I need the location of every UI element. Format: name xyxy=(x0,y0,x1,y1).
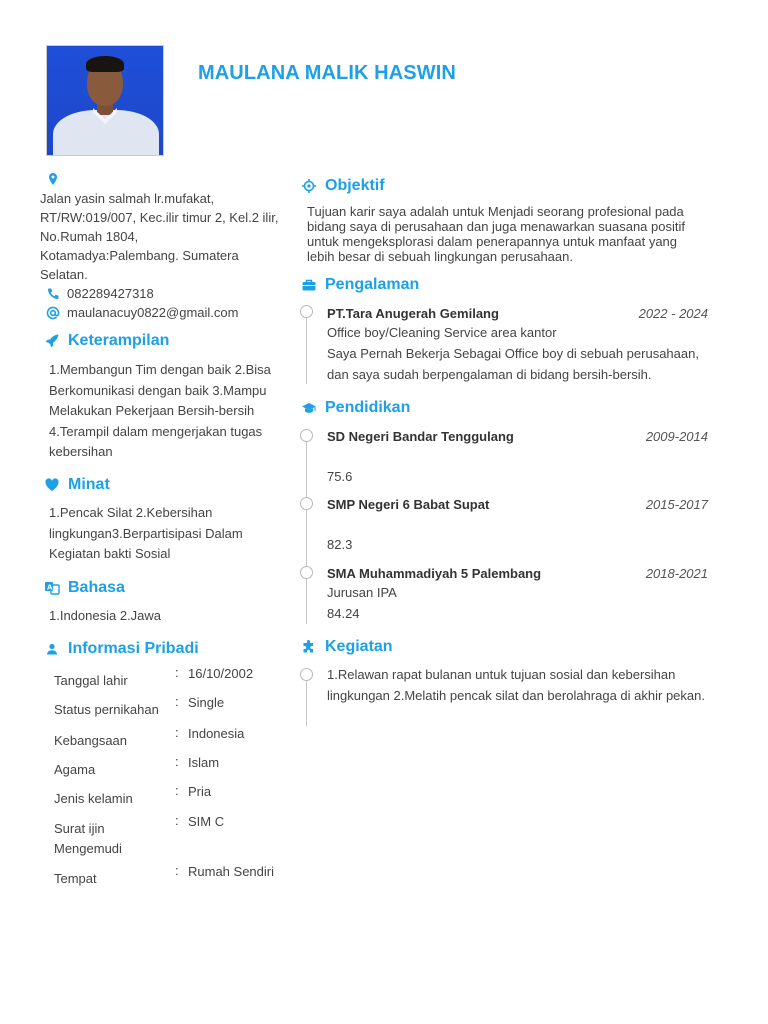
address-text: Jalan yasin salmah lr.mufakat, RT/RW:019/007, Kec.ilir timur 2, Kel.2 ilir, No.Rumah 1804, Kotamadya:Palembang. Sumatera Selatan. xyxy=(40,191,279,282)
graduation-cap-icon xyxy=(301,400,317,416)
education-timeline-dot xyxy=(300,429,313,442)
skills-text: 1.Membangun Tim dengan baik 2.Bisa Berkomunikasi dengan baik 3.Mampu Melakukan Pekerjaan Bersih-bersih 4.Terampil dalam mengerjakan tugas kebersihan xyxy=(49,362,271,459)
activities-timeline-dot xyxy=(300,668,313,681)
section-languages-title: A Bahasa xyxy=(44,579,125,597)
interests-text: 1.Pencak Silat 2.Kebersihan lingkungan3.Berpartisipasi Dalam Kegiatan bakti Sosial xyxy=(49,505,243,561)
education-score: 82.3 xyxy=(327,537,353,552)
education-period: 2009-2014 xyxy=(645,429,708,444)
section-interests-title: Minat xyxy=(44,476,110,494)
location-pin-icon xyxy=(46,172,60,186)
education-timeline-dot xyxy=(300,497,313,510)
person-icon xyxy=(44,641,60,657)
experience-description: Saya Pernah Bekerja Sebagai Office boy di sebuah perusahaan, dan saya sudah berpengalaman di bidang bersih-bersih. xyxy=(327,346,699,382)
rocket-icon xyxy=(44,333,60,349)
at-sign-icon xyxy=(46,306,60,320)
phone-row xyxy=(46,286,154,301)
education-timeline-dot xyxy=(300,566,313,579)
section-experience-title: Pengalaman xyxy=(301,276,419,294)
experience-company: PT.Tara Anugerah Gemilang xyxy=(327,306,499,321)
phone-number: 082289427318 xyxy=(67,286,154,301)
education-timeline-line xyxy=(306,442,307,624)
experience-timeline-dot xyxy=(300,305,313,318)
briefcase-icon xyxy=(301,277,317,293)
education-score: 75.6 xyxy=(327,469,353,484)
activities-text: 1.Relawan rapat bulanan untuk tujuan sosial dan kebersihan lingkungan 2.Melatih pencak silat dan berolahraga di akhir pekan. xyxy=(327,667,705,703)
puzzle-icon xyxy=(301,639,317,655)
activities-timeline-line xyxy=(306,681,307,726)
translate-icon xyxy=(44,580,60,596)
candidate-name: MAULANA MALIK HASWIN xyxy=(198,62,456,84)
experience-timeline-line xyxy=(306,318,307,384)
objective-text: Tujuan karir saya adalah untuk Menjadi seorang profesional pada bidang saya di perusahaan dan juga menawarkan suasana positif untuk mengeksplorasi dalam penerapannya untuk manfaat yang lebih besar di sebuah lingkungan perusahaan. xyxy=(307,204,685,264)
education-period: 2015-2017 xyxy=(645,497,708,512)
svg-text:A: A xyxy=(47,583,53,592)
email-address: maulanacuy0822@gmail.com xyxy=(67,305,239,320)
education-score: 84.24 xyxy=(327,606,360,621)
education-major: Jurusan IPA xyxy=(327,585,397,600)
education-period: 2018-2021 xyxy=(645,566,708,581)
crosshair-icon xyxy=(301,178,317,194)
phone-icon xyxy=(46,287,60,301)
experience-period: 2022 - 2024 xyxy=(638,306,708,321)
email-row xyxy=(46,305,238,320)
section-activities-title: Kegiatan xyxy=(301,638,393,656)
education-school: SD Negeri Bandar Tenggulang xyxy=(327,429,514,444)
languages-text: 1.Indonesia 2.Jawa xyxy=(49,608,162,623)
section-objective-title: Objektif xyxy=(301,177,385,195)
education-school: SMP Negeri 6 Babat Supat xyxy=(327,497,490,512)
experience-role: Office boy/Cleaning Service area kantor xyxy=(327,325,557,340)
heart-icon xyxy=(44,477,60,493)
profile-photo xyxy=(46,45,164,156)
section-skills-title: Keterampilan xyxy=(44,332,169,350)
section-education-title: Pendidikan xyxy=(301,399,410,417)
education-school: SMA Muhammadiyah 5 Palembang xyxy=(327,566,542,581)
section-personal-info-title: Informasi Pribadi xyxy=(44,640,199,658)
